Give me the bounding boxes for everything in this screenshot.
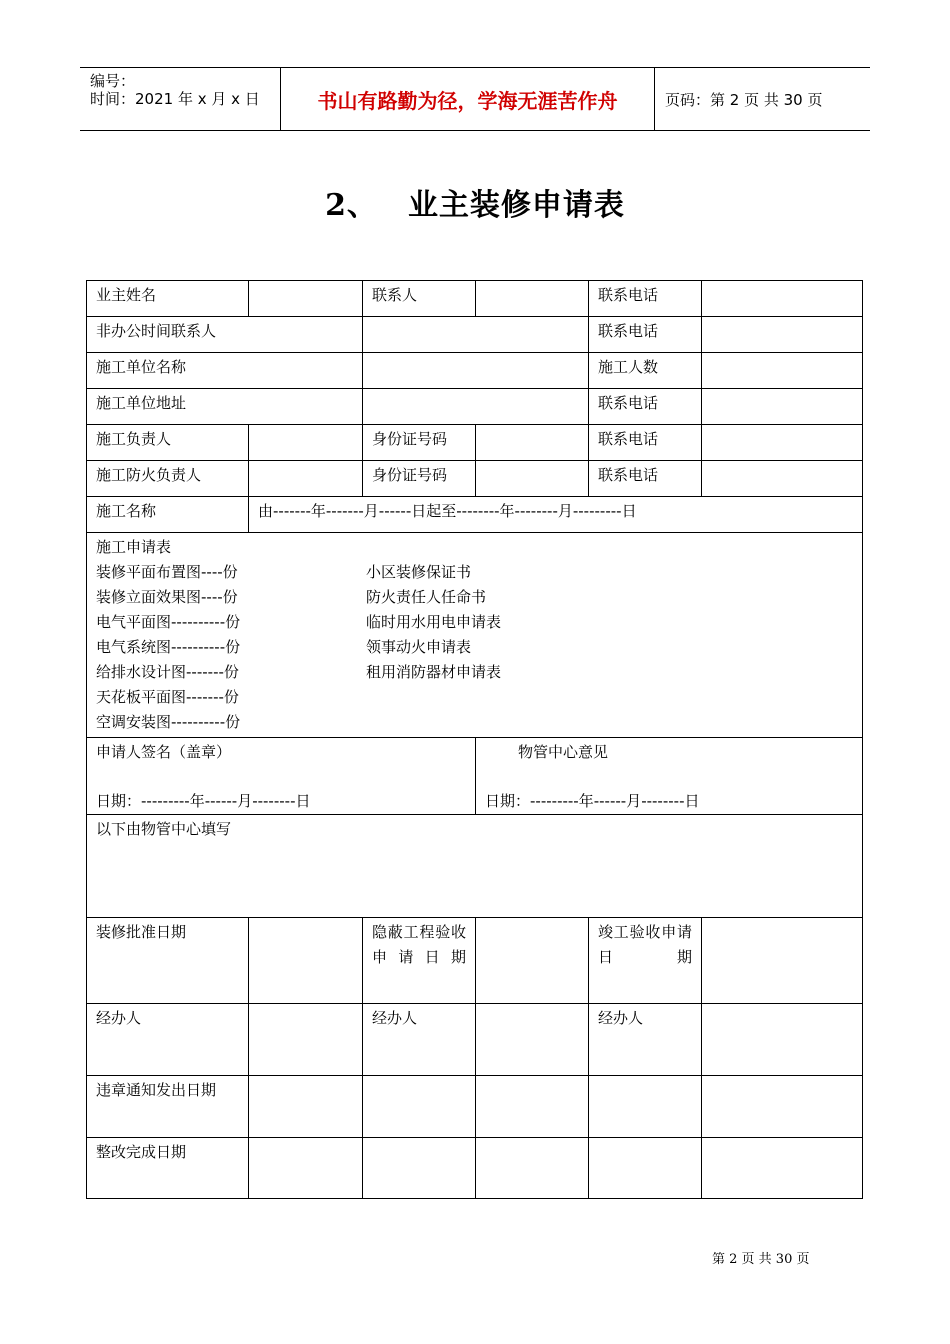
phone-field[interactable]: [702, 425, 863, 461]
contractor-address-field[interactable]: [363, 389, 589, 425]
row-contractor-address: [87, 389, 863, 425]
row-handlers: [87, 1004, 863, 1076]
row-signatures: [87, 738, 863, 815]
rectification-field[interactable]: [476, 1138, 589, 1199]
title-number: 2、: [325, 188, 378, 223]
rectification-field[interactable]: [249, 1138, 363, 1199]
id-number-field[interactable]: [476, 461, 589, 497]
phone-label: 联系电话: [589, 425, 702, 461]
hidden-works-date-label: 隐蔽工程验收申请日期: [363, 918, 476, 1004]
row-site-manager: [87, 425, 863, 461]
contact-person-label: 联系人: [363, 281, 476, 317]
handler-label: 经办人: [589, 1004, 702, 1076]
phone-field[interactable]: [702, 281, 863, 317]
hidden-works-date-field[interactable]: [476, 918, 589, 1004]
phone-label: 联系电话: [589, 317, 702, 353]
documents-left-column: [96, 560, 366, 735]
document-item: 电气系统图----------份: [96, 638, 241, 656]
document-item: 给排水设计图-------份: [96, 663, 239, 681]
mgmt-opinion-label: 物管中心意见: [518, 743, 609, 761]
row-approval-dates: [87, 918, 863, 1004]
violation-field[interactable]: [702, 1076, 863, 1138]
document-item: 防火责任人任命书: [366, 588, 487, 606]
work-name-label: 施工名称: [87, 497, 249, 533]
header-meta: [80, 68, 281, 130]
violation-notice-date-label: 违章通知发出日期: [87, 1076, 249, 1138]
time-label: 时间：2021 年 x 月 x 日: [90, 90, 260, 108]
handler-label: 经办人: [87, 1004, 249, 1076]
id-number-label: 身份证号码: [363, 425, 476, 461]
header-page-label: 页码：第 2 页 共 30 页: [665, 90, 823, 109]
applicant-date-line: 日期：---------年------月--------日: [96, 792, 311, 810]
document-item: 空调安装图----------份: [96, 713, 241, 731]
phone-field[interactable]: [702, 461, 863, 497]
row-mgmt-fill: [87, 815, 863, 918]
row-rectification: [87, 1138, 863, 1199]
handler-label: 经办人: [363, 1004, 476, 1076]
contractor-name-field[interactable]: [363, 353, 589, 389]
row-application-docs: [87, 533, 863, 738]
row-work-name: [87, 497, 863, 533]
rectification-field[interactable]: [589, 1138, 702, 1199]
application-heading: 施工申请表: [96, 538, 172, 556]
mgmt-fill-cell: 以下由物管中心填写: [87, 815, 863, 918]
phone-label: 联系电话: [589, 389, 702, 425]
phone-field[interactable]: [702, 389, 863, 425]
worker-count-label: 施工人数: [589, 353, 702, 389]
document-title: [0, 180, 950, 224]
approval-date-field[interactable]: [249, 918, 363, 1004]
violation-field[interactable]: [476, 1076, 589, 1138]
handler-field[interactable]: [702, 1004, 863, 1076]
completion-date-field[interactable]: [702, 918, 863, 1004]
row-violation-notice: [87, 1076, 863, 1138]
id-number-label: 身份证号码: [363, 461, 476, 497]
worker-count-field[interactable]: [702, 353, 863, 389]
application-form: [86, 280, 863, 1199]
row-after-hours: [87, 317, 863, 353]
approval-date-label: 装修批准日期: [87, 918, 249, 1004]
page-footer: 第 2 页 共 30 页: [712, 1252, 810, 1267]
site-manager-field[interactable]: [249, 425, 363, 461]
work-period-field[interactable]: 由-------年-------月------日起至--------年--------月---------日: [249, 497, 863, 533]
document-item: 装修立面效果图----份: [96, 588, 238, 606]
contractor-name-label: 施工单位名称: [87, 353, 363, 389]
document-item: 小区装修保证书: [366, 563, 472, 581]
completion-date-label: 竣工验收申请日期: [589, 918, 702, 1004]
application-docs-cell: [87, 533, 863, 738]
documents-right-column: [366, 560, 501, 735]
handler-field[interactable]: [249, 1004, 363, 1076]
applicant-signature-label: 申请人签名（盖章）: [96, 743, 232, 761]
phone-label: 联系电话: [589, 281, 702, 317]
id-number-field[interactable]: [476, 425, 589, 461]
mgmt-opinion-cell[interactable]: [476, 738, 863, 815]
row-owner: [87, 281, 863, 317]
header-motto: 书山有路勤为径，学海无涯苦作舟: [281, 68, 655, 130]
document-item: 天花板平面图-------份: [96, 688, 239, 706]
row-contractor: [87, 353, 863, 389]
after-hours-contact-label: 非办公时间联系人: [87, 317, 363, 353]
title-text: 业主装修申请表: [407, 188, 625, 223]
handler-field[interactable]: [476, 1004, 589, 1076]
document-item: 领事动火申请表: [366, 638, 472, 656]
documents-list: [96, 560, 853, 735]
after-hours-contact-field[interactable]: [363, 317, 589, 353]
fire-manager-field[interactable]: [249, 461, 363, 497]
owner-name-label: 业主姓名: [87, 281, 249, 317]
rectification-field[interactable]: [702, 1138, 863, 1199]
row-fire-manager: [87, 461, 863, 497]
violation-field[interactable]: [589, 1076, 702, 1138]
owner-name-field[interactable]: [249, 281, 363, 317]
phone-label: 联系电话: [589, 461, 702, 497]
violation-field[interactable]: [249, 1076, 363, 1138]
page-header: [80, 67, 870, 131]
number-label: 编号：: [90, 72, 136, 90]
contact-person-field[interactable]: [476, 281, 589, 317]
site-manager-label: 施工负责人: [87, 425, 249, 461]
violation-field[interactable]: [363, 1076, 476, 1138]
document-item: 临时用水用电申请表: [366, 613, 502, 631]
document-item: 电气平面图----------份: [96, 613, 241, 631]
phone-field[interactable]: [702, 317, 863, 353]
fire-manager-label: 施工防火负责人: [87, 461, 249, 497]
document-item: 装修平面布置图----份: [96, 563, 238, 581]
rectification-date-label: 整改完成日期: [87, 1138, 249, 1199]
rectification-field[interactable]: [363, 1138, 476, 1199]
applicant-signature-cell[interactable]: [87, 738, 476, 815]
document-item: 租用消防器材申请表: [366, 663, 502, 681]
mgmt-date-line: 日期：---------年------月--------日: [485, 792, 700, 810]
contractor-address-label: 施工单位地址: [87, 389, 363, 425]
